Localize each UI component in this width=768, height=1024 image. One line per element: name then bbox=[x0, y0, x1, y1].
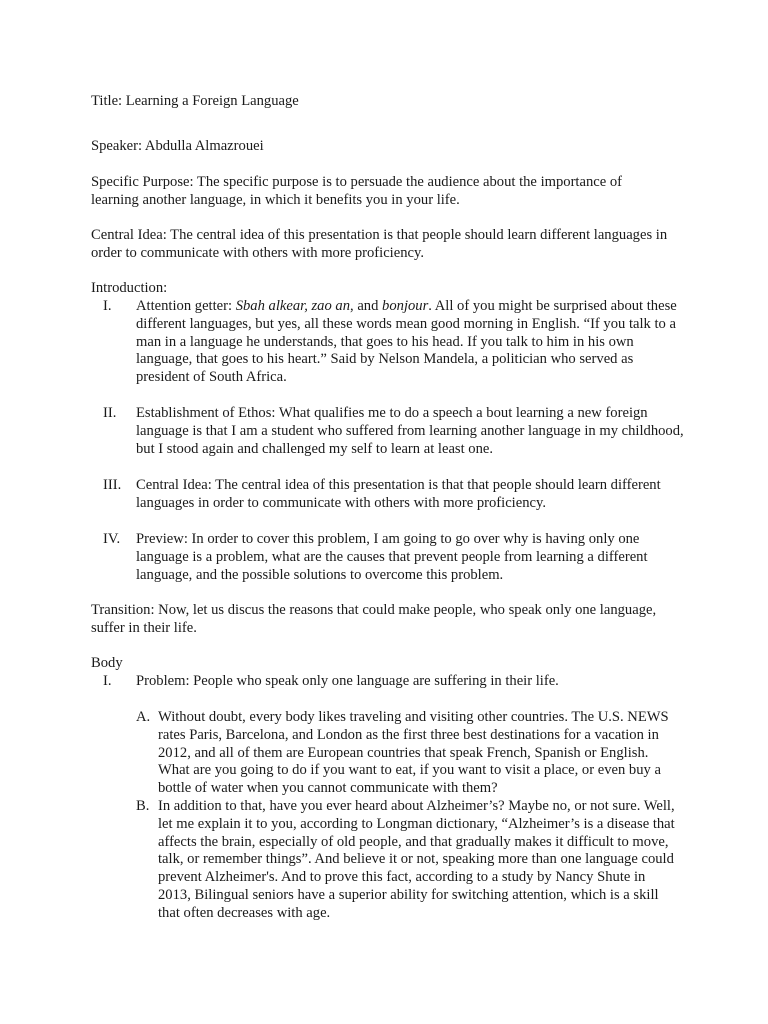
list-text: Central Idea: The central idea of this presentation is that that people should learn different languages in order to communicate with others with more proficiency. bbox=[136, 477, 661, 511]
speaker-line: Speaker: Abdulla Almazrouei bbox=[91, 138, 264, 154]
list-number: IV. bbox=[103, 531, 121, 547]
list-text: Without doubt, every body likes traveling and visiting other countries. The U.S. NEWS rates Paris, Barcelona, and London as the first three best destinations for a vacation in 2012, and all of them are European countries that speak French, Spanish or English. What are you going to do if you want to eat, if you want to visit a place, or even buy a bottle of water when you cannot communicate with them? bbox=[158, 709, 669, 797]
list-letter: B. bbox=[136, 798, 150, 814]
list-text: Establishment of Ethos: What qualifies me to do a speech a bout learning a new foreign language is that I am a student who suffered from learning another language in my childhood, but I stood again and challenged my self to learn at least one. bbox=[136, 405, 684, 457]
introduction-heading: Introduction: bbox=[91, 280, 168, 296]
specific-purpose: Specific Purpose: The specific purpose is to persuade the audience about the importance of learning another language, in which it benefits you in your life. bbox=[91, 174, 623, 208]
list-text: In addition to that, have you ever heard about Alzheimer’s? Maybe no, or not sure. Well, let me explain it to you, according to Longman dictionary, “Alzheimer’s is a disease that affects the brain, especially of old people, and that gradually makes it difficult to move, talk, or remember things”. And believe it or not, speaking more than one language could prevent Alzheimer's. And to prove this fact, according to a study by Nancy Shute in 2013, Bilingual seniors have a superior ability for switching attention, which is a skill that often decreases with age. bbox=[158, 798, 675, 921]
list-number: I. bbox=[103, 673, 112, 689]
list-letter: A. bbox=[136, 709, 151, 725]
list-number: II. bbox=[103, 405, 117, 421]
central-idea: Central Idea: The central idea of this presentation is that people should learn different languages in order to communicate with others with more proficiency. bbox=[91, 227, 668, 261]
list-text: Problem: People who speak only one language are suffering in their life. bbox=[136, 673, 559, 689]
list-text: Preview: In order to cover this problem, I am going to go over why is having only one language is a problem, what are the causes that prevent people from learning a different language, and the possible solutions to overcome this problem. bbox=[136, 531, 648, 583]
list-text: Attention getter: Sbah alkear, zao an, and bonjour. All of you might be surprised about these different languages, but yes, all these words mean good morning in English. “If you talk to a man in a language he understands, that goes to his head. If you talk to him in his own language, that goes to his heart.” Said by Nelson Mandela, a politician who served as president of South Africa. bbox=[136, 298, 677, 386]
transition: Transition: Now, let us discus the reasons that could make people, who speak only one language, suffer in their life. bbox=[91, 602, 657, 636]
list-number: III. bbox=[103, 477, 122, 493]
document-title: Title: Learning a Foreign Language bbox=[91, 93, 299, 109]
body-heading: Body bbox=[91, 655, 123, 671]
list-number: I. bbox=[103, 298, 112, 314]
